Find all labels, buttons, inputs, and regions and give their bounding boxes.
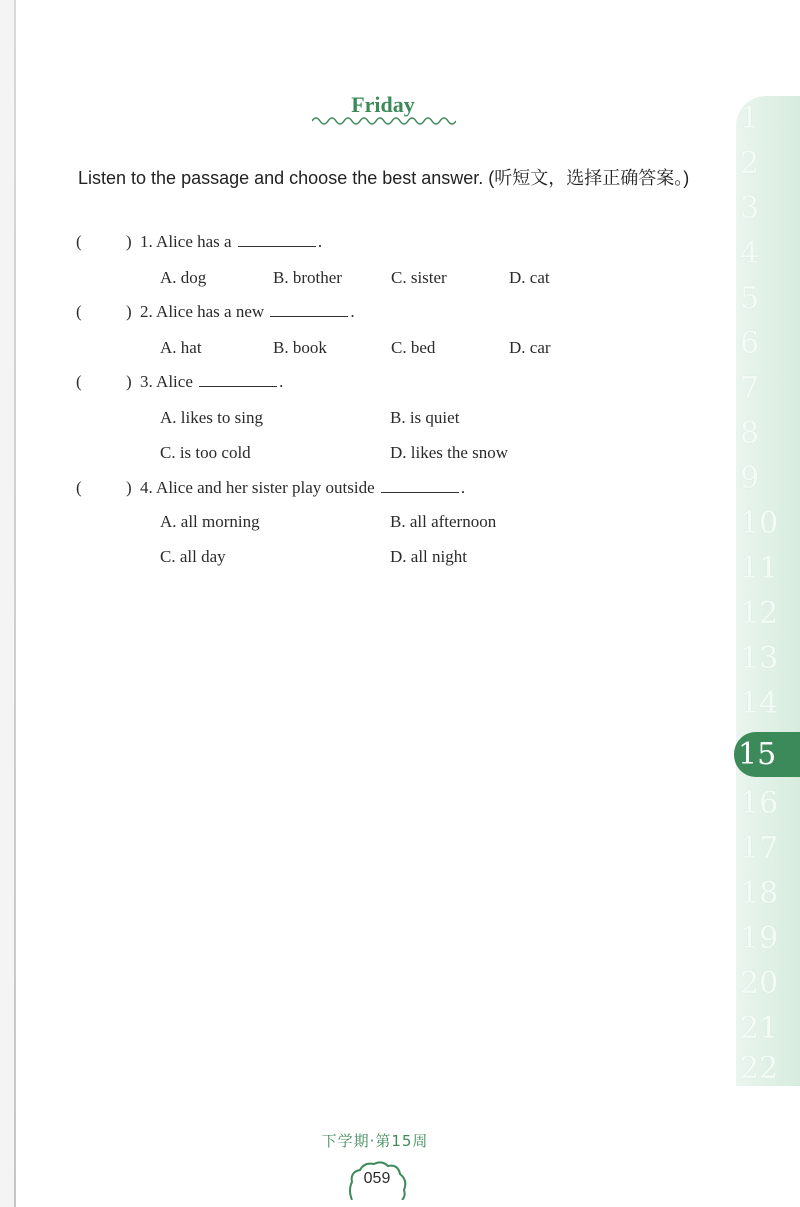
option-a: A. dog (160, 268, 207, 287)
page-title: Friday (351, 92, 415, 117)
answer-paren-close: ) (126, 478, 132, 497)
week-tab-14[interactable]: 14 (740, 686, 779, 721)
answer-blank[interactable] (238, 232, 316, 247)
week-tab-5[interactable]: 5 (740, 281, 760, 316)
week-tab-2[interactable]: 2 (740, 146, 760, 181)
answer-paren-open: ( (76, 478, 82, 497)
answer-paren-open: ( (76, 372, 82, 391)
option-c: C. bed (391, 338, 436, 357)
week-tab-3[interactable]: 3 (740, 191, 760, 226)
week-tab-22[interactable]: 22 (740, 1051, 779, 1086)
option-b: B. book (273, 338, 327, 357)
option-d: D. all night (390, 547, 467, 566)
option-d: D. likes the snow (390, 443, 509, 462)
answer-paren-open: ( (76, 302, 82, 321)
option-b: B. brother (273, 268, 342, 287)
page-number: 059 (363, 1170, 391, 1187)
option-d: D. cat (509, 268, 550, 287)
answer-paren-open: ( (76, 232, 82, 251)
week-tab-20[interactable]: 20 (740, 966, 779, 1001)
option-b: B. all afternoon (390, 512, 497, 531)
answer-blank[interactable] (199, 372, 277, 387)
week-tab-8[interactable]: 8 (740, 416, 760, 451)
title-wave-underline (312, 115, 456, 127)
answer-paren-close: ) (126, 232, 132, 251)
week-tab-4[interactable]: 4 (740, 236, 760, 271)
answer-blank[interactable] (270, 302, 348, 317)
week-tab-21[interactable]: 21 (740, 1011, 779, 1046)
week-tab-strip (736, 96, 800, 1086)
week-tab-11[interactable]: 11 (740, 551, 779, 586)
question-stem: 2. Alice has a new . (140, 302, 355, 321)
option-a: A. all morning (160, 512, 260, 531)
option-c: C. is too cold (160, 443, 251, 462)
question-stem: 1. Alice has a . (140, 232, 323, 251)
week-tab-6[interactable]: 6 (740, 326, 760, 361)
option-d: D. car (509, 338, 551, 357)
week-tab-15-active[interactable]: 15 (734, 732, 800, 777)
question-stem: 3. Alice . (140, 372, 284, 391)
question-stem: 4. Alice and her sister play outside . (140, 478, 466, 497)
week-tab-12[interactable]: 12 (740, 596, 779, 631)
answer-paren-close: ) (126, 372, 132, 391)
page-edge-line (14, 0, 16, 1207)
answer-blank[interactable] (381, 478, 459, 493)
option-a: A. likes to sing (160, 408, 263, 427)
week-tab-10[interactable]: 10 (740, 506, 779, 541)
option-c: C. sister (391, 268, 447, 287)
option-b: B. is quiet (390, 408, 460, 427)
week-tab-7[interactable]: 7 (740, 371, 760, 406)
instruction-text: Listen to the passage and choose the best answer. (听短文，选择正确答案。) (78, 168, 690, 188)
page-gutter (0, 0, 14, 1207)
answer-paren-close: ) (126, 302, 132, 321)
option-a: A. hat (160, 338, 202, 357)
week-tab-1[interactable]: 1 (740, 101, 760, 136)
week-tab-9[interactable]: 9 (740, 461, 760, 496)
option-c: C. all day (160, 547, 226, 566)
week-tab-17[interactable]: 17 (740, 831, 779, 866)
week-tab-19[interactable]: 19 (740, 921, 779, 956)
week-tab-13[interactable]: 13 (740, 641, 779, 676)
week-tab-18[interactable]: 18 (740, 876, 779, 911)
footer-semester-week: 下学期·第15周 (321, 1132, 429, 1150)
week-tab-16[interactable]: 16 (740, 786, 779, 821)
